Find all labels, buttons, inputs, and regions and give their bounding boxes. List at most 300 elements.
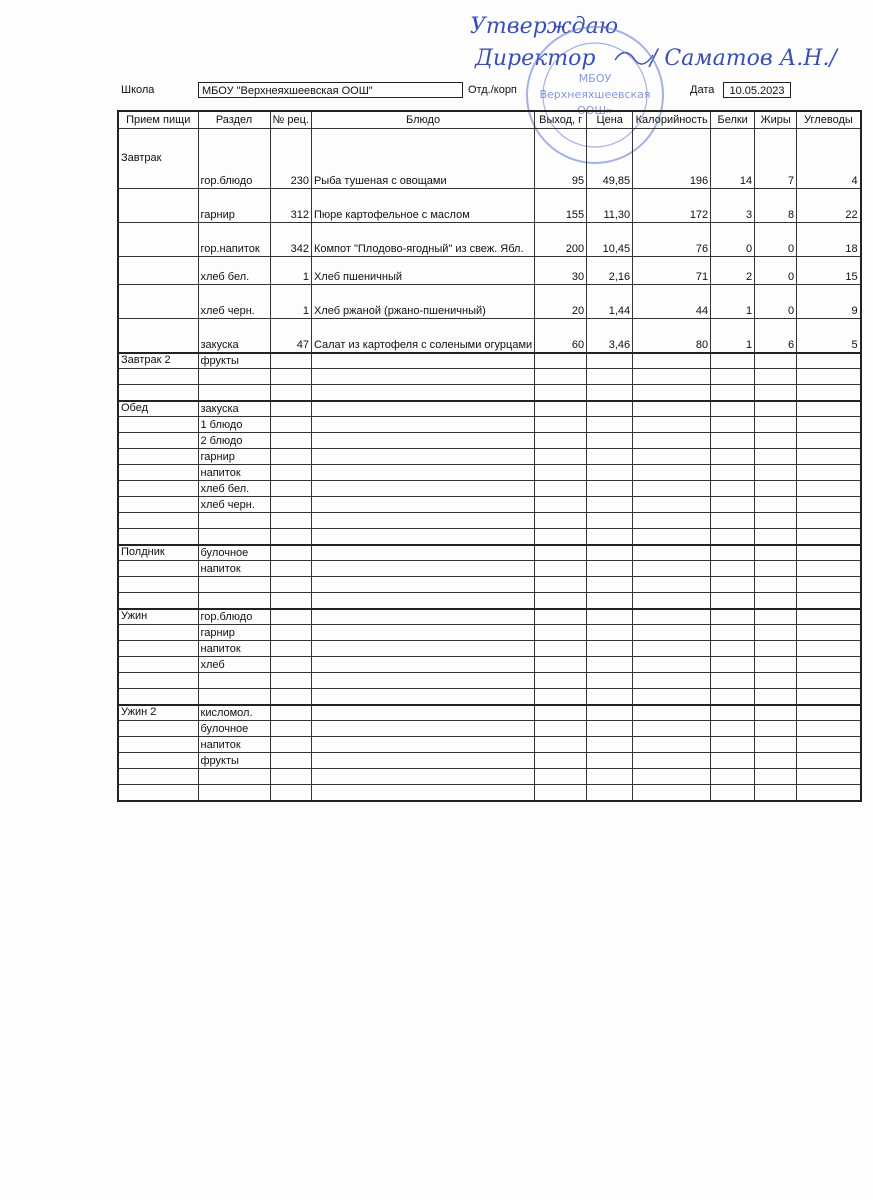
- value-cell: [587, 705, 633, 721]
- approval-name: / Саматов А.Н./: [650, 46, 837, 71]
- dish-cell: [311, 641, 534, 657]
- value-cell: [535, 689, 587, 705]
- meal-cell: [118, 513, 198, 529]
- value-cell: [755, 513, 797, 529]
- table-row: [118, 401, 861, 417]
- value-cell: 60: [535, 319, 587, 353]
- value-cell: 200: [535, 223, 587, 257]
- value-cell: [587, 769, 633, 785]
- value-cell: 1: [711, 285, 755, 319]
- value-cell: [587, 561, 633, 577]
- value-cell: [535, 721, 587, 737]
- menu-table: [117, 110, 862, 802]
- value-cell: [270, 689, 311, 705]
- dish-cell: [311, 385, 534, 401]
- value-cell: [535, 369, 587, 385]
- value-cell: [633, 705, 711, 721]
- value-cell: 312: [270, 189, 311, 223]
- table-header-row: [118, 111, 861, 129]
- dish-cell: Хлеб ржаной (ржано-пшеничный): [311, 285, 534, 319]
- value-cell: [633, 753, 711, 769]
- razdel-cell: [198, 529, 270, 545]
- table-row: [118, 433, 861, 449]
- value-cell: [270, 705, 311, 721]
- value-cell: 1,44: [587, 285, 633, 319]
- razdel-cell: закуска: [198, 401, 270, 417]
- value-cell: 0: [755, 223, 797, 257]
- value-cell: [535, 385, 587, 401]
- razdel-cell: булочное: [198, 721, 270, 737]
- table-row: [118, 673, 861, 689]
- value-cell: [755, 353, 797, 369]
- column-header: Жиры: [755, 111, 797, 129]
- value-cell: [711, 545, 755, 561]
- value-cell: [587, 433, 633, 449]
- value-cell: 5: [797, 319, 861, 353]
- dish-cell: [311, 721, 534, 737]
- value-cell: [711, 433, 755, 449]
- value-cell: [633, 689, 711, 705]
- value-cell: [535, 417, 587, 433]
- value-cell: [587, 737, 633, 753]
- value-cell: [535, 577, 587, 593]
- value-cell: [711, 497, 755, 513]
- value-cell: [711, 449, 755, 465]
- value-cell: [587, 721, 633, 737]
- column-header: Блюдо: [311, 111, 534, 129]
- value-cell: [633, 401, 711, 417]
- value-cell: [797, 593, 861, 609]
- value-cell: [797, 785, 861, 801]
- value-cell: [797, 417, 861, 433]
- razdel-cell: [198, 385, 270, 401]
- value-cell: 8: [755, 189, 797, 223]
- date-field: 10.05.2023: [723, 82, 791, 98]
- meal-cell: [118, 577, 198, 593]
- value-cell: [535, 753, 587, 769]
- value-cell: [633, 785, 711, 801]
- value-cell: [797, 353, 861, 369]
- razdel-cell: напиток: [198, 465, 270, 481]
- value-cell: [587, 657, 633, 673]
- value-cell: [270, 385, 311, 401]
- value-cell: [633, 545, 711, 561]
- value-cell: [270, 785, 311, 801]
- value-cell: [755, 657, 797, 673]
- value-cell: [633, 481, 711, 497]
- value-cell: [755, 689, 797, 705]
- dish-cell: [311, 689, 534, 705]
- table-row: [118, 465, 861, 481]
- dish-cell: [311, 705, 534, 721]
- value-cell: [633, 497, 711, 513]
- value-cell: 10,45: [587, 223, 633, 257]
- table-row: [118, 189, 861, 223]
- value-cell: [270, 433, 311, 449]
- value-cell: [633, 577, 711, 593]
- razdel-cell: гарнир: [198, 189, 270, 223]
- value-cell: [755, 481, 797, 497]
- meal-cell: [118, 369, 198, 385]
- value-cell: 3: [711, 189, 755, 223]
- value-cell: [755, 385, 797, 401]
- value-cell: [270, 641, 311, 657]
- value-cell: [755, 545, 797, 561]
- meal-cell: [118, 223, 198, 257]
- value-cell: [270, 497, 311, 513]
- value-cell: [587, 641, 633, 657]
- value-cell: [587, 401, 633, 417]
- value-cell: 1: [711, 319, 755, 353]
- approval-line1: Утверждаю: [470, 14, 619, 39]
- table-row: [118, 625, 861, 641]
- value-cell: [535, 593, 587, 609]
- value-cell: [797, 737, 861, 753]
- value-cell: [535, 561, 587, 577]
- meal-name: Завтрак 2: [118, 353, 198, 369]
- value-cell: [535, 449, 587, 465]
- razdel-cell: [198, 369, 270, 385]
- value-cell: [587, 577, 633, 593]
- value-cell: [633, 673, 711, 689]
- value-cell: [587, 529, 633, 545]
- value-cell: [587, 369, 633, 385]
- table-row: [118, 769, 861, 785]
- table-row: [118, 689, 861, 705]
- column-header: № рец.: [270, 111, 311, 129]
- dish-cell: [311, 609, 534, 625]
- dish-cell: [311, 673, 534, 689]
- value-cell: [755, 417, 797, 433]
- value-cell: [633, 657, 711, 673]
- meal-cell: [118, 657, 198, 673]
- meal-cell: [118, 753, 198, 769]
- stamp-org: МБОУ: [578, 72, 612, 85]
- dish-cell: [311, 769, 534, 785]
- column-header: Белки: [711, 111, 755, 129]
- value-cell: [270, 369, 311, 385]
- value-cell: [587, 689, 633, 705]
- dish-cell: [311, 785, 534, 801]
- value-cell: [633, 737, 711, 753]
- value-cell: [711, 609, 755, 625]
- value-cell: 1: [270, 285, 311, 319]
- razdel-cell: [198, 769, 270, 785]
- value-cell: [587, 625, 633, 641]
- value-cell: [755, 721, 797, 737]
- meal-name: Полдник: [118, 545, 198, 561]
- value-cell: [797, 497, 861, 513]
- value-cell: [711, 641, 755, 657]
- table-row: [118, 657, 861, 673]
- value-cell: 172: [633, 189, 711, 223]
- value-cell: [535, 481, 587, 497]
- dish-cell: [311, 577, 534, 593]
- table-row: [118, 641, 861, 657]
- value-cell: [711, 673, 755, 689]
- razdel-cell: гор.напиток: [198, 223, 270, 257]
- value-cell: [535, 625, 587, 641]
- value-cell: [711, 513, 755, 529]
- value-cell: [711, 705, 755, 721]
- value-cell: [587, 417, 633, 433]
- dish-cell: Компот "Плодово-ягодный" из свеж. Ябл.: [311, 223, 534, 257]
- value-cell: [535, 433, 587, 449]
- value-cell: [633, 721, 711, 737]
- value-cell: [535, 401, 587, 417]
- value-cell: [711, 785, 755, 801]
- meal-cell: [118, 257, 198, 285]
- value-cell: [755, 401, 797, 417]
- razdel-cell: хлеб бел.: [198, 481, 270, 497]
- table-row: [118, 497, 861, 513]
- stamp-name: Верхнеяхшеевская: [539, 88, 651, 101]
- value-cell: [797, 449, 861, 465]
- table-row: [118, 705, 861, 721]
- value-cell: [270, 513, 311, 529]
- table-row: [118, 529, 861, 545]
- value-cell: [270, 609, 311, 625]
- razdel-cell: гор.блюдо: [198, 609, 270, 625]
- table-row: [118, 577, 861, 593]
- value-cell: 4: [797, 129, 861, 189]
- value-cell: [633, 641, 711, 657]
- value-cell: [270, 737, 311, 753]
- value-cell: [270, 529, 311, 545]
- razdel-cell: кисломол.: [198, 705, 270, 721]
- meal-cell: [118, 433, 198, 449]
- table-row: [118, 369, 861, 385]
- value-cell: 80: [633, 319, 711, 353]
- razdel-cell: [198, 513, 270, 529]
- meal-cell: [118, 721, 198, 737]
- approval-line2: Директор: [475, 46, 596, 71]
- date-label: Дата: [690, 84, 715, 96]
- value-cell: [633, 353, 711, 369]
- school-label: Школа: [121, 84, 155, 96]
- value-cell: 1: [270, 257, 311, 285]
- meal-cell: [118, 785, 198, 801]
- value-cell: [755, 673, 797, 689]
- dish-cell: Салат из картофеля с солеными огурцами: [311, 319, 534, 353]
- value-cell: 49,85: [587, 129, 633, 189]
- razdel-cell: хлеб черн.: [198, 497, 270, 513]
- value-cell: [633, 513, 711, 529]
- value-cell: [711, 481, 755, 497]
- table-row: [118, 721, 861, 737]
- table-row: [118, 223, 861, 257]
- table-row: [118, 319, 861, 353]
- meal-cell: [118, 319, 198, 353]
- meal-cell: [118, 561, 198, 577]
- value-cell: 2,16: [587, 257, 633, 285]
- table-row: [118, 593, 861, 609]
- razdel-cell: хлеб: [198, 657, 270, 673]
- table-row: [118, 449, 861, 465]
- value-cell: [755, 529, 797, 545]
- meal-cell: [118, 285, 198, 319]
- value-cell: [633, 417, 711, 433]
- value-cell: [535, 785, 587, 801]
- meal-cell: [118, 465, 198, 481]
- value-cell: [535, 497, 587, 513]
- value-cell: 0: [711, 223, 755, 257]
- value-cell: 230: [270, 129, 311, 189]
- value-cell: [797, 753, 861, 769]
- value-cell: [797, 561, 861, 577]
- meal-cell: [118, 497, 198, 513]
- value-cell: [270, 753, 311, 769]
- value-cell: [587, 513, 633, 529]
- dish-cell: [311, 481, 534, 497]
- razdel-cell: напиток: [198, 641, 270, 657]
- table-row: [118, 561, 861, 577]
- razdel-cell: фрукты: [198, 353, 270, 369]
- stamp-sub: ООШ»: [577, 104, 613, 117]
- dish-cell: Пюре картофельное с маслом: [311, 189, 534, 223]
- meal-name: Ужин 2: [118, 705, 198, 721]
- value-cell: [797, 705, 861, 721]
- table-row: [118, 353, 861, 369]
- razdel-cell: 2 блюдо: [198, 433, 270, 449]
- value-cell: [755, 561, 797, 577]
- value-cell: [711, 353, 755, 369]
- value-cell: 11,30: [587, 189, 633, 223]
- value-cell: 0: [755, 257, 797, 285]
- value-cell: [755, 465, 797, 481]
- value-cell: [711, 465, 755, 481]
- value-cell: [797, 769, 861, 785]
- dish-cell: [311, 353, 534, 369]
- value-cell: [535, 465, 587, 481]
- razdel-cell: булочное: [198, 545, 270, 561]
- value-cell: [535, 657, 587, 673]
- value-cell: [535, 609, 587, 625]
- meal-cell: [118, 689, 198, 705]
- value-cell: [711, 657, 755, 673]
- value-cell: [270, 769, 311, 785]
- value-cell: [270, 593, 311, 609]
- dish-cell: [311, 369, 534, 385]
- value-cell: [797, 385, 861, 401]
- value-cell: [587, 593, 633, 609]
- table-row: [118, 545, 861, 561]
- value-cell: [711, 561, 755, 577]
- value-cell: [797, 721, 861, 737]
- table-row: [118, 257, 861, 285]
- value-cell: [755, 609, 797, 625]
- value-cell: [270, 657, 311, 673]
- value-cell: [270, 721, 311, 737]
- table-row: [118, 129, 861, 189]
- value-cell: [755, 497, 797, 513]
- value-cell: 0: [755, 285, 797, 319]
- value-cell: [535, 641, 587, 657]
- value-cell: 71: [633, 257, 711, 285]
- meal-name: Ужин: [118, 609, 198, 625]
- meal-cell: [118, 189, 198, 223]
- meal-cell: [118, 673, 198, 689]
- column-header: Прием пищи: [118, 111, 198, 129]
- razdel-cell: напиток: [198, 561, 270, 577]
- razdel-cell: гарнир: [198, 449, 270, 465]
- razdel-cell: [198, 593, 270, 609]
- meal-cell: [118, 625, 198, 641]
- value-cell: [633, 609, 711, 625]
- value-cell: [755, 785, 797, 801]
- value-cell: [755, 641, 797, 657]
- column-header: Выход, г: [535, 111, 587, 129]
- value-cell: [755, 433, 797, 449]
- meal-cell: [118, 417, 198, 433]
- value-cell: [711, 417, 755, 433]
- value-cell: [587, 753, 633, 769]
- dish-cell: Хлеб пшеничный: [311, 257, 534, 285]
- meal-cell: [118, 593, 198, 609]
- razdel-cell: закуска: [198, 319, 270, 353]
- dish-cell: [311, 657, 534, 673]
- dish-cell: Рыба тушеная с овощами: [311, 129, 534, 189]
- value-cell: [797, 433, 861, 449]
- value-cell: 15: [797, 257, 861, 285]
- value-cell: 9: [797, 285, 861, 319]
- razdel-cell: 1 блюдо: [198, 417, 270, 433]
- meal-cell: [118, 481, 198, 497]
- value-cell: 20: [535, 285, 587, 319]
- value-cell: [755, 593, 797, 609]
- value-cell: 2: [711, 257, 755, 285]
- value-cell: [270, 401, 311, 417]
- value-cell: [633, 369, 711, 385]
- dish-cell: [311, 465, 534, 481]
- value-cell: 22: [797, 189, 861, 223]
- value-cell: [270, 481, 311, 497]
- value-cell: 30: [535, 257, 587, 285]
- value-cell: [711, 721, 755, 737]
- value-cell: [797, 465, 861, 481]
- dish-cell: [311, 449, 534, 465]
- value-cell: [711, 753, 755, 769]
- value-cell: [797, 673, 861, 689]
- value-cell: [270, 577, 311, 593]
- value-cell: 155: [535, 189, 587, 223]
- value-cell: [535, 513, 587, 529]
- value-cell: [633, 769, 711, 785]
- dish-cell: [311, 497, 534, 513]
- value-cell: 7: [755, 129, 797, 189]
- dish-cell: [311, 593, 534, 609]
- value-cell: [587, 385, 633, 401]
- value-cell: [633, 465, 711, 481]
- value-cell: 6: [755, 319, 797, 353]
- value-cell: [797, 369, 861, 385]
- value-cell: [587, 497, 633, 513]
- value-cell: [270, 465, 311, 481]
- value-cell: 3,46: [587, 319, 633, 353]
- razdel-cell: хлеб бел.: [198, 257, 270, 285]
- value-cell: [535, 705, 587, 721]
- value-cell: 196: [633, 129, 711, 189]
- dish-cell: [311, 545, 534, 561]
- table-row: [118, 609, 861, 625]
- column-header: Цена: [587, 111, 633, 129]
- value-cell: [755, 577, 797, 593]
- value-cell: 76: [633, 223, 711, 257]
- value-cell: [797, 609, 861, 625]
- value-cell: 44: [633, 285, 711, 319]
- value-cell: [755, 769, 797, 785]
- meal-cell: [118, 769, 198, 785]
